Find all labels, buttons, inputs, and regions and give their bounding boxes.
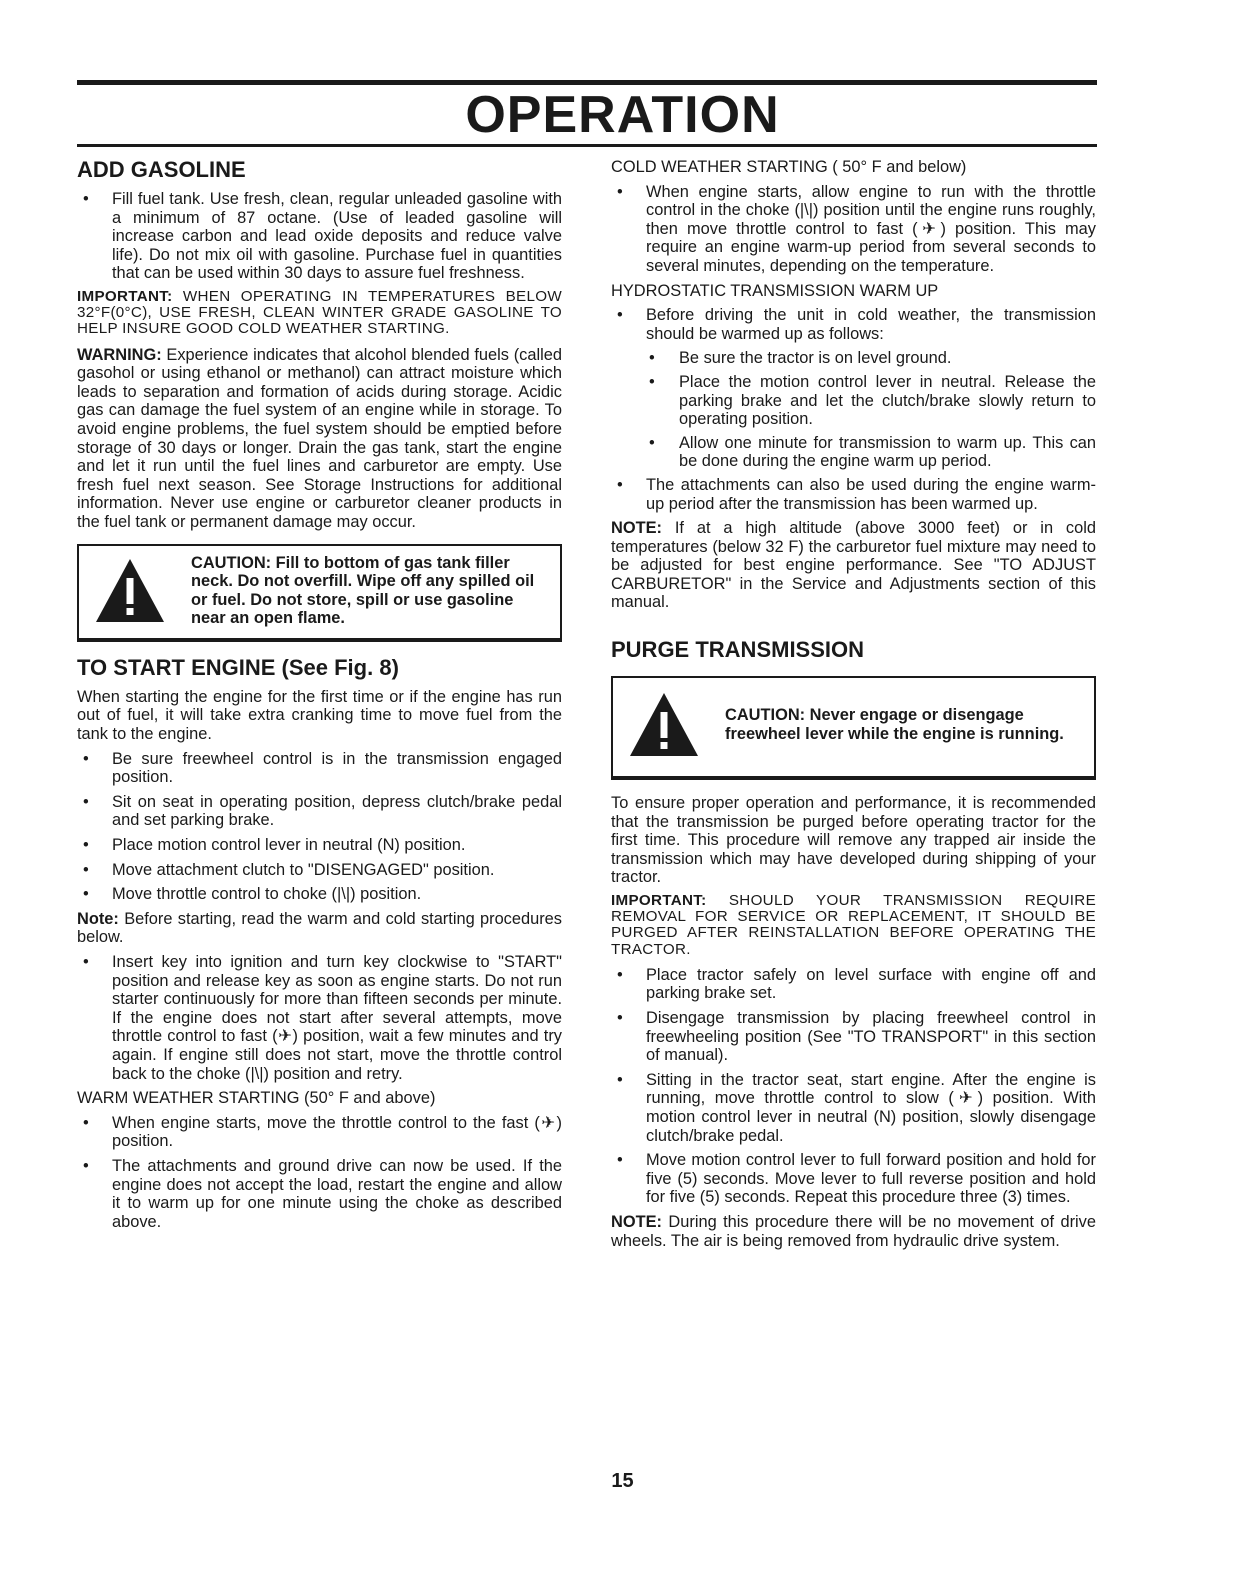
note-text: Before starting, read the warm and cold starting procedures below. xyxy=(77,909,562,947)
page-number: 15 xyxy=(611,1470,634,1492)
note-label: Note: xyxy=(77,909,119,928)
attachments-bullet: • The attachments can also be used during the engine warm-up period after the transmission has been warmed up. xyxy=(611,476,1096,513)
sub-list-item: • Be sure the tractor is on level ground. xyxy=(611,349,1096,368)
warning-triangle-icon xyxy=(93,556,167,626)
important-text: WHEN OPERATING IN TEMPERATURES BELOW 32°F(0°C), USE FRESH, CLEAN WINTER GRADE GASOLINE TO HELP INSURE GOOD COLD WEATHER STARTING. xyxy=(77,287,562,338)
sub-list-item: • Place the motion control lever in neutral. Release the parking brake and let the clutch/brake slowly return to operating position. xyxy=(611,373,1096,429)
list-item: • Be sure freewheel control is in the transmission engaged position. xyxy=(77,750,562,787)
list-item: • Place motion control lever in neutral (N) position. xyxy=(77,836,562,855)
page-title: OPERATION xyxy=(465,86,780,144)
purge-note xyxy=(611,1213,1096,1250)
purge-caution-text: CAUTION: Never engage or disengage freewheel lever while the engine is running. xyxy=(725,706,1064,744)
list-item: • Disengage transmission by placing freewheel control in freewheeling position (See "TO TRANSPORT" in this section of manual). xyxy=(611,1009,1096,1065)
list-item: • Move throttle control to choke (|\|) position. xyxy=(77,885,562,904)
add-gasoline-heading: ADD GASOLINE xyxy=(77,157,246,182)
important-label: IMPORTANT: xyxy=(611,892,707,910)
ignition-bullet: • Insert key into ignition and turn key clockwise to "START" position and release key as soon as engine starts. Do not run starter continuously for more than fifteen seconds per minute. If the engine does not start after several attempts, move throttle control to fast (✈) position, wait a few minutes and try again. If engine still does not start, move the throttle control back to the choke (|\|) position and retry. xyxy=(77,953,562,1083)
list-item: • Place tractor safely on level surface with engine off and parking brake set. xyxy=(611,966,1096,1003)
warm-weather-title: WARM WEATHER STARTING (50° F and above) xyxy=(77,1089,436,1108)
altitude-note xyxy=(611,519,1096,612)
list-item: • Sitting in the tractor seat, start engine. After the engine is running, move throttle control to slow (✈) position. With motion control lever in neutral (N) position, slowly disengage clutch/brake pedal. xyxy=(611,1071,1096,1145)
hydrostatic-title: HYDROSTATIC TRANSMISSION WARM UP xyxy=(611,281,939,300)
right-column xyxy=(611,158,1096,1256)
left-column xyxy=(77,158,562,1237)
start-engine-heading: TO START ENGINE (See Fig. 8) xyxy=(77,654,399,680)
gasoline-caution-box xyxy=(77,544,562,642)
start-note xyxy=(77,910,562,947)
alcohol-warning xyxy=(77,346,562,532)
purge-important xyxy=(611,893,1096,958)
warning-text: Experience indicates that alcohol blended fuels (called gasohol or using ethanol or methanol) can attract moisture which leads to separation and formation of acids during storage. Acidic gas can damage the fuel system of an engine while in storage. To avoid engine problems, the fuel system should be emptied before storage of 30 days or longer. Drain the gas tank, start the engine and let it run until the fuel lines and carburetor are empty. Use fresh fuel next season. See Storage Instructions for additional information. Never use engine or carburetor cleaner products in the fuel tank or permanent damage may occur. xyxy=(77,345,562,531)
note-text: If at a high altitude (above 3000 feet) or in cold temperatures (below 32 F) the carburetor fuel mixture may need to be adjusted for best engine performance. See "TO ADJUST CARBURETOR" in the Service and Adjustments section of this manual. xyxy=(611,519,1096,612)
list-item: • Move attachment clutch to "DISENGAGED" position. xyxy=(77,861,562,880)
purge-heading: PURGE TRANSMISSION xyxy=(611,637,865,663)
top-rule xyxy=(77,80,1097,85)
list-item: • When engine starts, move the throttle control to the fast (✈) position. xyxy=(77,1114,562,1151)
title-rule xyxy=(77,144,1097,147)
important-text: SHOULD YOUR TRANSMISSION REQUIRE REMOVAL FOR SERVICE OR REPLACEMENT, IT SHOULD BE PURGED AFTER REINSTALLATION BEFORE OPERATING THE TRACTOR. xyxy=(611,892,1096,958)
purge-caution-box xyxy=(611,676,1096,780)
fill-fuel-bullet: • Fill fuel tank. Use fresh, clean, regular unleaded gasoline with a minimum of 87 octane. (Use of leaded gasoline will increase carbon and lead oxide deposits and reduce valve life). Do not mix oil with gasoline. Purchase fuel in quantities that can be used within 30 days to assure fuel freshness. xyxy=(77,190,562,283)
list-item: • Sit on seat in operating position, depress clutch/brake pedal and set parking brake. xyxy=(77,793,562,830)
cold-weather-title: COLD WEATHER STARTING ( 50° F and below) xyxy=(611,158,967,176)
purge-intro: To ensure proper operation and performance, it is recommended that the transmission be purged before operating tractor for the first time. This procedure will remove any trapped air inside the transmission which may have developed during shipping of your tractor. xyxy=(611,794,1096,887)
note-label: NOTE: xyxy=(611,519,662,538)
note-text: During this procedure there will be no movement of drive wheels. The air is being removed from hydraulic drive system. xyxy=(611,1212,1096,1250)
start-engine-intro: When starting the engine for the first time or if the engine has run out of fuel, it will take extra cranking time to move fuel from the tank to the engine. xyxy=(77,687,562,744)
list-item: • Move motion control lever to full forward position and hold for five (5) seconds. Move lever to full reverse position and hold for five (5) seconds. Repeat this procedure three (3) times. xyxy=(611,1151,1096,1207)
warning-label: WARNING: xyxy=(77,345,162,364)
warning-triangle-icon xyxy=(627,690,701,760)
sub-list-item: • Allow one minute for transmission to warm up. This can be done during the engine warm up period. xyxy=(611,434,1096,471)
gasoline-important xyxy=(77,289,562,338)
note-label: NOTE: xyxy=(611,1212,662,1231)
important-label: IMPORTANT: xyxy=(77,287,173,305)
gasoline-caution-text: CAUTION: Fill to bottom of gas tank filler neck. Do not overfill. Wipe off any spilled oil or fuel. Do not store, spill or use gasoline near an open flame. xyxy=(191,553,535,628)
list-item: • The attachments and ground drive can now be used. If the engine does not accept the load, restart the engine and allow it to warm up for one minute using the choke as described above. xyxy=(77,1157,562,1231)
cold-weather-bullet: • When engine starts, allow engine to run with the throttle control in the choke (|\|) position until the engine runs roughly, then move throttle control to fast (✈) position. This may require an engine warm-up period from several seconds to several minutes, depending on the temperature. xyxy=(611,183,1096,276)
hydrostatic-bullet: • Before driving the unit in cold weather, the transmission should be warmed up as follows: xyxy=(611,306,1096,343)
